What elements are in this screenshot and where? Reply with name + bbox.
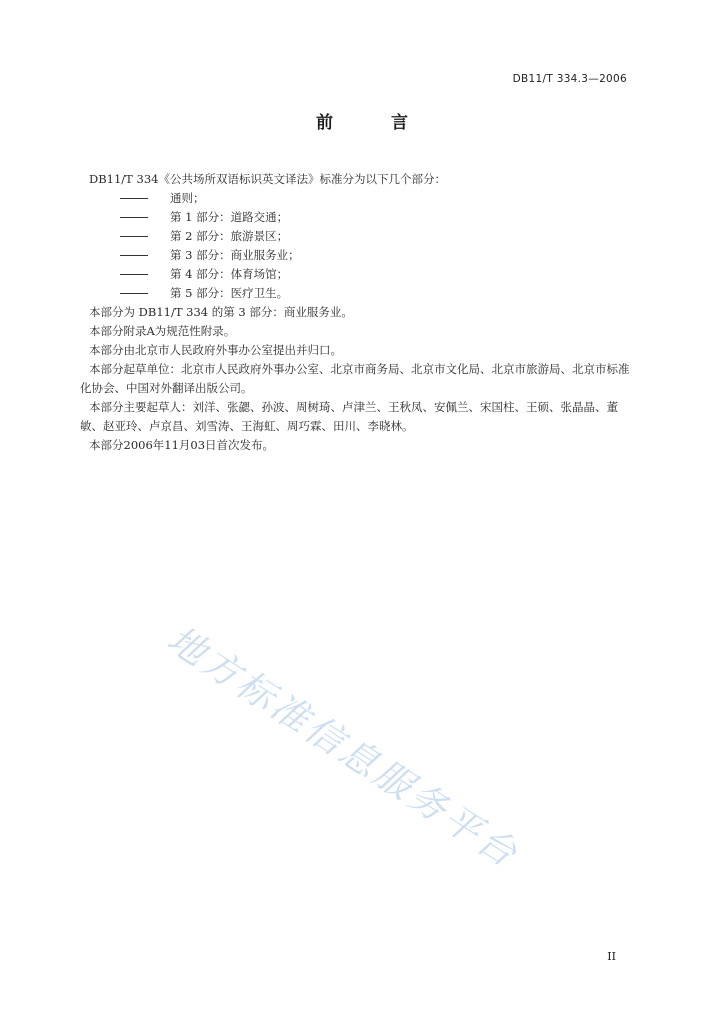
- part-list-item: 第 2 部分：旅游景区；: [80, 227, 632, 246]
- body-paragraph: 本部分主要起草人：刘洋、张勰、孙波、周树琦、卢津兰、王秋凤、安佩兰、宋国柱、王硕、张晶晶、董敏、赵亚玲、卢京昌、刘雪涛、王海虹、周巧霖、田川、李晓林。: [80, 400, 618, 433]
- dash-icon: [120, 274, 148, 275]
- body-paragraph: 本部分2006年11月03日首次发布。: [89, 438, 275, 452]
- dash-icon: [120, 293, 148, 294]
- part-list-item: 第 3 部分：商业服务业；: [80, 246, 632, 265]
- dash-icon: [120, 255, 148, 256]
- foreword-body: [80, 170, 632, 455]
- dash-icon: [120, 198, 148, 199]
- body-paragraph: 本部分由北京市人民政府外事办公室提出并归口。: [89, 343, 342, 357]
- watermark-text: 地方标准信息服务平台: [159, 617, 527, 877]
- body-paragraph: 本部分附录A为规范性附录。: [89, 324, 236, 338]
- part-list-item: 通则；: [80, 189, 632, 208]
- part-list-item: 第 1 部分：道路交通；: [80, 208, 632, 227]
- intro-paragraph: DB11/T 334《公共场所双语标识英文译法》标准分为以下几个部分：: [89, 172, 446, 186]
- page-title: 前 言: [316, 113, 434, 133]
- dash-icon: [120, 236, 148, 237]
- dash-icon: [120, 217, 148, 218]
- body-paragraph: 本部分起草单位：北京市人民政府外事办公室、北京市商务局、北京市文化局、北京市旅游局、北京市标准化协会、中国对外翻译出版公司。: [80, 362, 630, 395]
- part-list-item: 第 4 部分：体育场馆；: [80, 265, 632, 284]
- page-number: II: [607, 950, 616, 963]
- part-list-item: 第 5 部分：医疗卫生。: [80, 284, 632, 303]
- body-paragraph: 本部分为 DB11/T 334 的第 3 部分：商业服务业。: [89, 305, 353, 319]
- document-code: DB11/T 334.3—2006: [512, 73, 627, 85]
